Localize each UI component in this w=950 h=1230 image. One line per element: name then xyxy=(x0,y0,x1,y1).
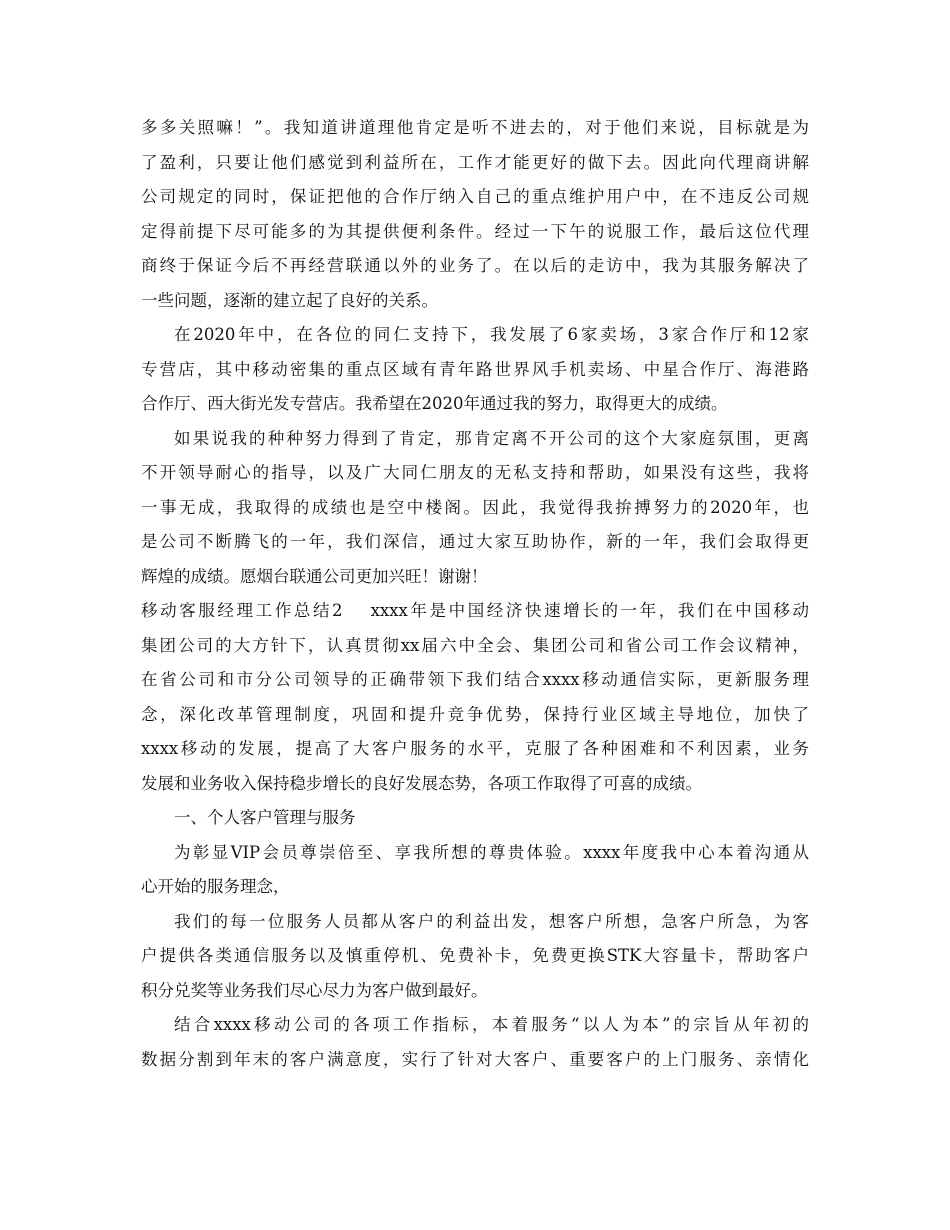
text-line: 户提供各类通信服务以及慎重停机、免费补卡，免费更换STK大容量卡，帮助客户 xyxy=(141,946,809,965)
text-line: 合作厅、西大街光发专营店。我希望在2020年通过我的努力，取得更大的成绩。 xyxy=(141,394,728,413)
text-line: 数据分割到年末的客户满意度，实行了针对大客户、重要客户的上门服务、亲情化 xyxy=(141,1049,809,1069)
document-body xyxy=(141,111,809,1077)
text-line: 发展和业务收入保持稳步增长的良好发展态势，各项工作取得了可喜的成绩。 xyxy=(141,773,702,793)
summary-heading-line xyxy=(141,594,809,629)
text-line: xxxx移动的发展，提高了大客户服务的水平，克服了各种困难和不利因素，业务 xyxy=(141,739,809,758)
text-line: xxxx年是中国经济快速增长的一年，我们在中国移动 xyxy=(370,601,809,620)
text-line: 如果说我的种种努力得到了肯定，那肯定离不开公司的这个大家庭氛围，更离 xyxy=(174,428,809,448)
text-line: 结合xxxx移动公司的各项工作指标，本着服务“以人为本”的宗旨从年初的 xyxy=(174,1015,809,1034)
text-line: 多多关照嘛！”。我知道讲道理他肯定是听不进去的，对于他们来说，目标就是为 xyxy=(141,118,809,137)
text-line: 为彰显VIP会员尊崇倍至、享我所想的尊贵体验。xxxx年度我中心本着沟通从 xyxy=(174,842,809,862)
text-line: 公司规定的同时，保证把他的合作厅纳入自己的重点维护用户中，在不违反公司规 xyxy=(141,187,809,206)
text-line: 是公司不断腾飞的一年，我们深信，通过大家互助协作，新的一年，我们会取得更 xyxy=(141,532,809,551)
text-line: 商终于保证今后不再经营联通以外的业务了。在以后的走访中，我为其服务解决了 xyxy=(141,256,809,275)
text-line: 我们的每一位服务人员都从客户的利益出发，想客户所想，急客户所急，为客 xyxy=(174,911,809,931)
text-line: 不开领导耐心的指导，以及广大同仁朋友的无私支持和帮助，如果没有这些，我将 xyxy=(141,463,809,482)
text-line: 一事无成，我取得的成绩也是空中楼阁。因此，我觉得我拚搏努力的2020年，也 xyxy=(141,497,809,517)
text-line: 定得前提下尽可能多的为其提供便利条件。经过一下午的说服工作，最后这位代理 xyxy=(141,221,809,241)
text-line: 在省公司和市分公司领导的正确带领下我们结合xxxx移动通信实际，更新服务理 xyxy=(141,670,809,689)
text-line: 一些问题，逐渐的建立起了良好的关系。 xyxy=(141,290,438,310)
text-line: 积分兑奖等业务我们尽心尽力为客户做到最好。 xyxy=(141,980,488,1000)
text-line: 在2020年中，在各位的同仁支持下，我发展了6家卖场，3家合作厅和12家 xyxy=(174,325,809,344)
text-line: 集团公司的大方针下，认真贯彻xx届六中全会、集团公司和省公司工作会议精神， xyxy=(141,635,809,655)
text-line: 专营店，其中移动密集的重点区域有青年路世界风手机卖场、中星合作厅、海港路 xyxy=(141,359,809,379)
section-heading: 一、个人客户管理与服务 xyxy=(174,808,356,827)
text-line: 心开始的服务理念， xyxy=(141,877,290,896)
text-line: 念，深化改革管理制度，巩固和提升竞争优势，保持行业区域主导地位，加快了 xyxy=(141,704,809,724)
summary-title: 移动客服经理工作总结2 xyxy=(141,601,343,620)
text-line: 了盈利，只要让他们感觉到利益所在，工作才能更好的做下去。因此向代理商讲解 xyxy=(141,152,809,172)
text-line: 辉煌的成绩。愿烟台联通公司更加兴旺！谢谢！ xyxy=(141,566,488,586)
